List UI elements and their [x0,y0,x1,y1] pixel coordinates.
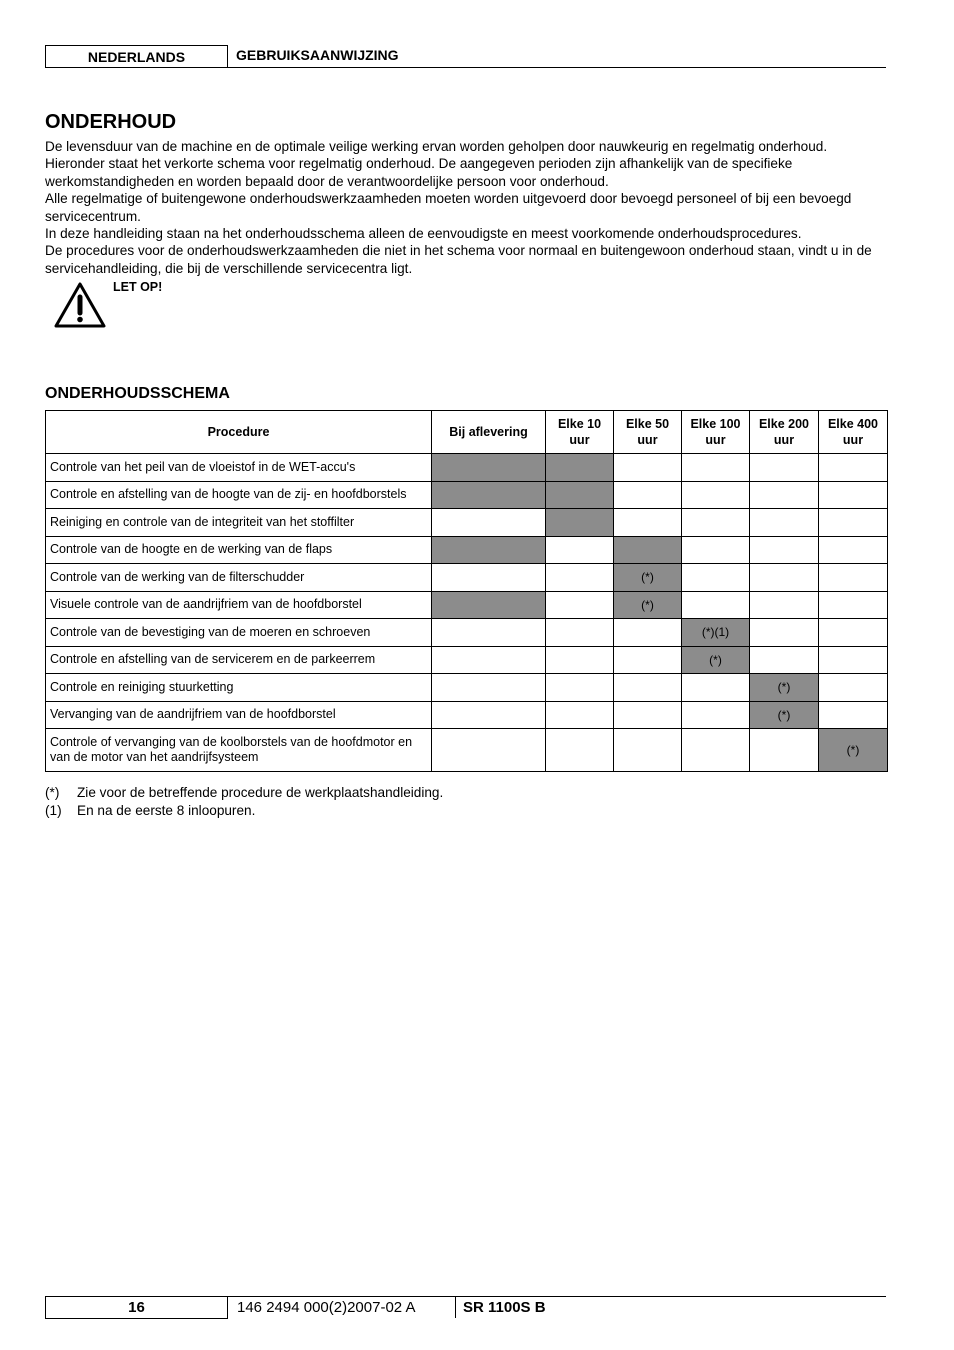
scheduled-cell [432,536,546,564]
footer-rule [228,1296,886,1297]
procedure-cell: Controle van de bevestiging van de moeren en schroeven [46,619,432,647]
empty-cell [682,674,750,702]
intro-paragraph: De procedures voor de onderhoudswerkzaamheden die niet in het schema voor normaal en buitengewoon onderhoud staan, vindt u in de servicehandleiding, die bij de verschillende servicecentra ligt. [45,243,872,276]
column-header: Elke 50 uur [614,411,682,454]
empty-cell [614,509,682,537]
empty-cell [819,454,888,482]
empty-cell [750,481,819,509]
empty-cell [750,619,819,647]
table-row [46,454,888,482]
empty-cell [819,591,888,619]
page-number: 16 [45,1296,228,1319]
empty-cell [432,619,546,647]
empty-cell [546,646,614,674]
empty-cell [819,619,888,647]
column-header: Elke 10 uur [546,411,614,454]
empty-cell [819,536,888,564]
header-language: NEDERLANDS [45,45,228,68]
table-row [46,619,888,647]
empty-cell [546,536,614,564]
table-row [46,536,888,564]
procedure-cell: Controle van de hoogte en de werking van de flaps [46,536,432,564]
scheduled-cell [432,481,546,509]
empty-cell [546,564,614,592]
empty-cell [432,729,546,772]
procedure-cell: Controle van het peil van de vloeistof in de WET-accu's [46,454,432,482]
table-row [46,481,888,509]
column-header: Procedure [46,411,432,454]
empty-cell [750,591,819,619]
table-row [46,729,888,772]
empty-cell [682,564,750,592]
header-rule [228,67,886,68]
scheduled-cell: (*)(1) [682,619,750,647]
scheduled-cell: (*) [819,729,888,772]
scheduled-cell: (*) [614,591,682,619]
empty-cell [750,646,819,674]
footer-divider [455,1296,456,1318]
empty-cell [682,729,750,772]
scheduled-cell: (*) [682,646,750,674]
column-header: Bij aflevering [432,411,546,454]
footnote-symbol: (*) [45,785,60,800]
empty-cell [546,729,614,772]
empty-cell [750,729,819,772]
empty-cell [546,674,614,702]
table-row [46,509,888,537]
empty-cell [432,646,546,674]
section-title: ONDERHOUD [45,111,177,133]
empty-cell [750,509,819,537]
empty-cell [432,674,546,702]
empty-cell [750,536,819,564]
procedure-cell: Visuele controle van de aandrijfriem van de hoofdborstel [46,591,432,619]
empty-cell [614,701,682,729]
empty-cell [819,564,888,592]
warning-triangle-icon [52,280,108,330]
empty-cell [682,481,750,509]
empty-cell [682,701,750,729]
empty-cell [614,619,682,647]
table-row [46,674,888,702]
procedure-cell: Controle en afstelling van de hoogte van de zij- en hoofdborstels [46,481,432,509]
scheduled-cell [614,536,682,564]
empty-cell [432,701,546,729]
document-code: 146 2494 000(2)2007-02 A [237,1299,416,1316]
procedure-cell: Controle van de werking van de filterschudder [46,564,432,592]
empty-cell [432,564,546,592]
scheduled-cell: (*) [750,674,819,702]
intro-text [45,138,890,277]
empty-cell [682,536,750,564]
table-row [46,564,888,592]
procedure-cell: Controle of vervanging van de koolborstels van de hoofdmotor en van de motor van het aandrijfsysteem [46,729,432,772]
intro-paragraph: Alle regelmatige of buitengewone onderhoudswerkzaamheden moeten worden uitgevoerd door bevoegd personeel of bij een bevoegd servicecentrum. [45,191,852,224]
procedure-cell: Controle en reiniging stuurketting [46,674,432,702]
page-footer [45,1296,886,1319]
maintenance-schedule-table [45,410,888,772]
footnote-text: Zie voor de betreffende procedure de werkplaatshandleiding. [77,785,444,800]
empty-cell [819,701,888,729]
procedure-cell: Controle en afstelling van de servicerem en de parkeerrem [46,646,432,674]
model-name: SR 1100S B [463,1299,546,1316]
empty-cell [614,481,682,509]
scheduled-cell: (*) [614,564,682,592]
scheduled-cell [546,509,614,537]
scheduled-cell [546,454,614,482]
empty-cell [682,591,750,619]
empty-cell [750,454,819,482]
footnote-text: En na de eerste 8 inloopuren. [77,803,256,818]
intro-paragraph: In deze handleiding staan na het onderhoudsschema alleen de eenvoudigste en meest voorkomende onderhoudsprocedures. [45,226,802,242]
empty-cell [819,509,888,537]
procedure-cell: Vervanging van de aandrijfriem van de hoofdborstel [46,701,432,729]
scheduled-cell [546,481,614,509]
empty-cell [750,564,819,592]
empty-cell [432,509,546,537]
footnote-symbol: (1) [45,803,62,818]
empty-cell [614,729,682,772]
procedure-cell: Reiniging en controle van de integriteit van het stoffilter [46,509,432,537]
footnote [45,784,443,802]
intro-paragraph: De levensduur van de machine en de optimale veilige werking ervan worden geholpen door nauwkeurig en regelmatig onderhoud. Hieronder staat het verkorte schema voor regelmatig onderhoud. De aangegeven perioden zijn afhankelijk van de specifieke werkomstandigheden en worden bepaald door de verantwoordelijke persoon voor onderhoud. [45,139,828,189]
footnote [45,802,443,820]
empty-cell [546,619,614,647]
schedule-title: ONDERHOUDSSCHEMA [45,385,230,402]
scheduled-cell: (*) [750,701,819,729]
table-row [46,646,888,674]
empty-cell [819,481,888,509]
header-document-title: GEBRUIKSAANWIJZING [236,47,399,63]
scheduled-cell [432,591,546,619]
empty-cell [819,646,888,674]
empty-cell [546,591,614,619]
scheduled-cell [432,454,546,482]
empty-cell [682,509,750,537]
empty-cell [819,674,888,702]
footnotes [45,784,443,820]
empty-cell [682,454,750,482]
empty-cell [614,454,682,482]
column-header: Elke 100 uur [682,411,750,454]
empty-cell [614,674,682,702]
table-row [46,591,888,619]
page-header [45,45,886,68]
table-row [46,701,888,729]
column-header: Elke 200 uur [750,411,819,454]
empty-cell [546,701,614,729]
warning-label: LET OP! [113,280,163,294]
column-header: Elke 400 uur [819,411,888,454]
table-header-row [46,411,888,454]
empty-cell [614,646,682,674]
